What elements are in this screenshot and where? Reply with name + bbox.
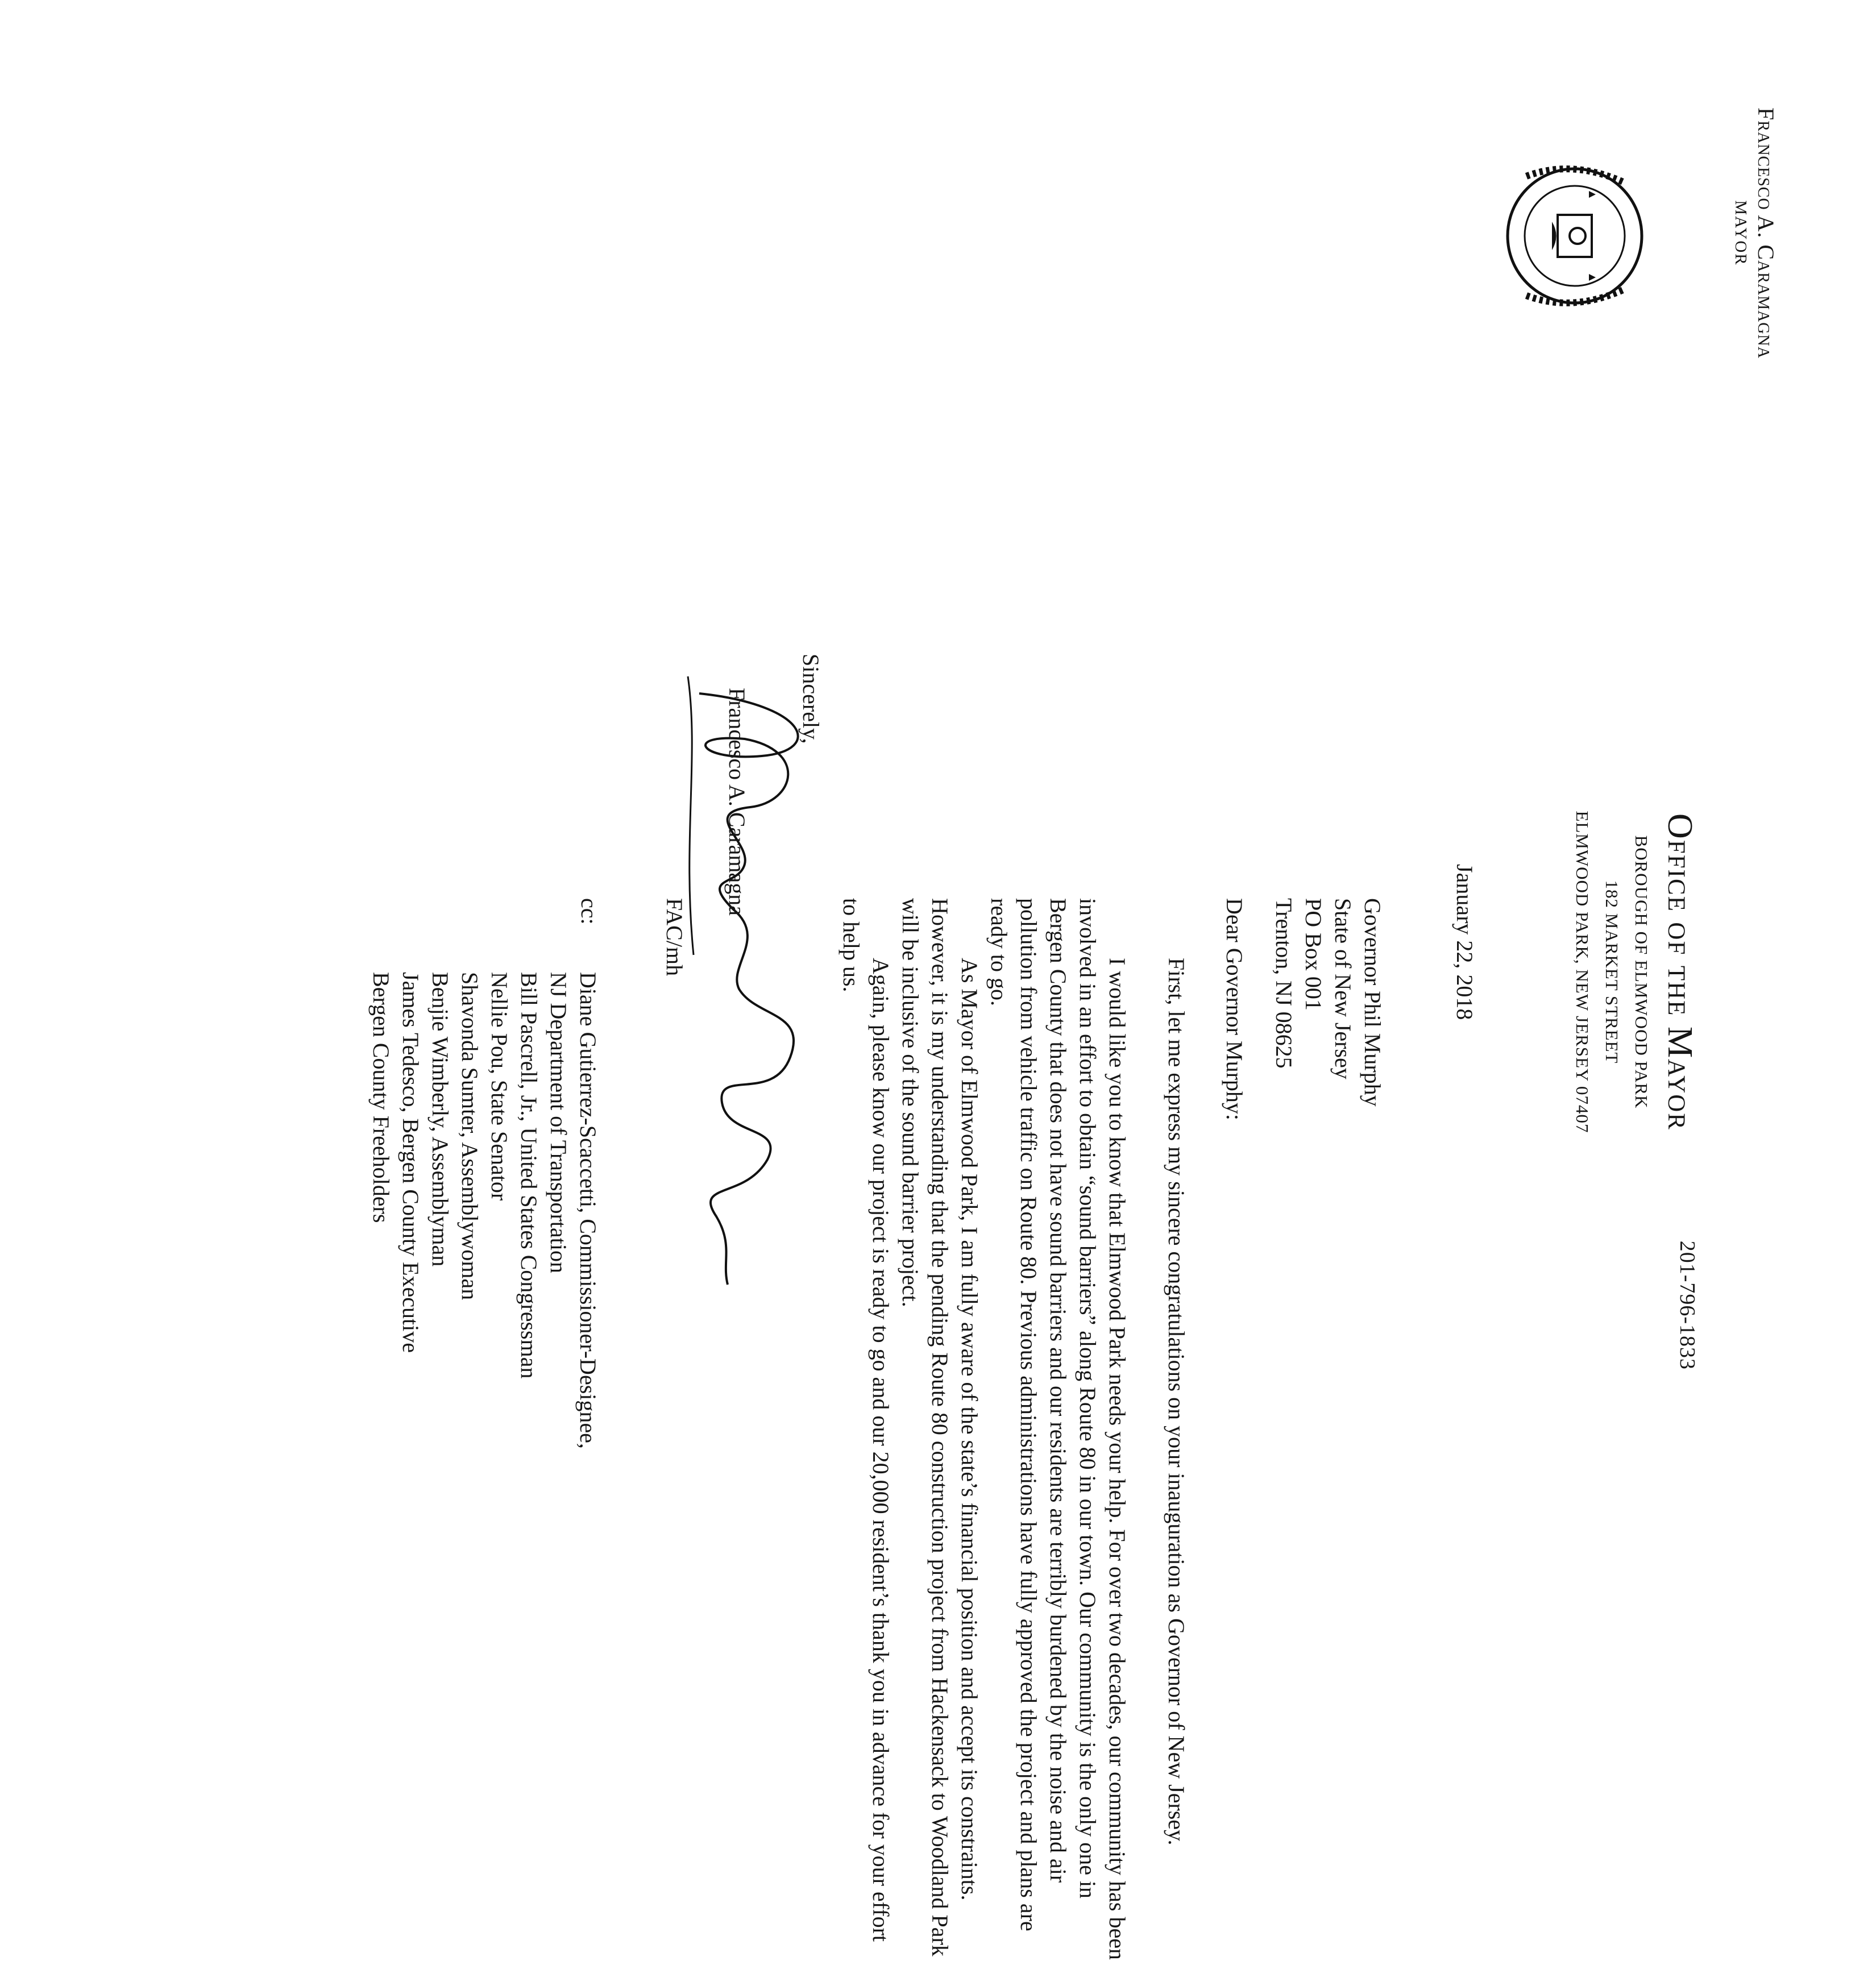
cc-label: cc: bbox=[576, 898, 602, 925]
borough-name: BOROUGH OF ELMWOOD PARK bbox=[1632, 835, 1651, 1109]
mayor-name: Francesco A. Caramagna bbox=[1753, 107, 1779, 359]
paragraph-1: First, let me express my sincere congratulations on your inauguration as Governor of New Jersey. bbox=[1164, 958, 1189, 1846]
initials: FAC/mh bbox=[662, 898, 687, 977]
cc-item: Bergen County Freeholders bbox=[368, 972, 394, 1223]
street-address: 182 MARKET STREET bbox=[1602, 880, 1622, 1064]
letter-date: January 22, 2018 bbox=[1452, 864, 1477, 1020]
mayor-title: MAYOR bbox=[1732, 200, 1750, 266]
cc-item: James Tedesco, Bergen County Executive bbox=[398, 972, 424, 1353]
salutation: Dear Governor Murphy: bbox=[1222, 898, 1247, 1120]
phone-number: 201-796-1833 bbox=[1675, 1240, 1699, 1370]
paragraph-4: Again, please know our project is ready to go and our 20,000 resident’s thank you in advance for your effort to help us. bbox=[839, 898, 894, 1942]
cc-list bbox=[366, 972, 603, 1449]
recipient-line-2: State of New Jersey bbox=[1330, 898, 1356, 1079]
recipient-line-1: Governor Phil Murphy bbox=[1360, 898, 1385, 1107]
cc-item: Benjie Wimberly, Assemblyman bbox=[428, 972, 453, 1267]
city-line: ELMWOOD PARK, NEW JERSEY 07407 bbox=[1572, 811, 1592, 1133]
cc-item: Nellie Pou, State Senator bbox=[487, 972, 512, 1201]
recipient-line-3: PO Box 001 bbox=[1301, 898, 1326, 1011]
cc-item: Diane Gutierrez-Scaccetti, Commissioner-Designee, NJ Department of Transportation bbox=[546, 972, 601, 1449]
closing: Sincerely, bbox=[798, 654, 824, 744]
paragraph-2: I would like you to know that Elmwood Park needs your help. For over two decades, our community has been involved in an effort to obtain “sound barriers” along Route 80 in our town. Our community is the only one in Bergen County that does not have sound barriers and our residents are terribly burdened by the noise and air pollution from vehicle traffic on Route 80. Previous administrations have fully approved the project and plans are ready to go. bbox=[986, 898, 1130, 1960]
cc-item: Shavonda Sumter, Assemblywoman bbox=[457, 972, 483, 1301]
signer-name: Francesco A. Caramagna bbox=[724, 688, 750, 916]
office-title: Office of the Mayor bbox=[1661, 813, 1699, 1131]
cc-item: Bill Pascrell, Jr., United States Congressman bbox=[516, 972, 542, 1379]
recipient-line-4: Trenton, NJ 08625 bbox=[1271, 898, 1297, 1069]
paragraph-3: As Mayor of Elmwood Park, I am fully aware of the state’s financial position and accept its constraints. However, it is my understanding that the pending Route 80 construction project from Hackensack to Woodland Park will be inclusive of the sound barrier project. bbox=[898, 898, 982, 1956]
